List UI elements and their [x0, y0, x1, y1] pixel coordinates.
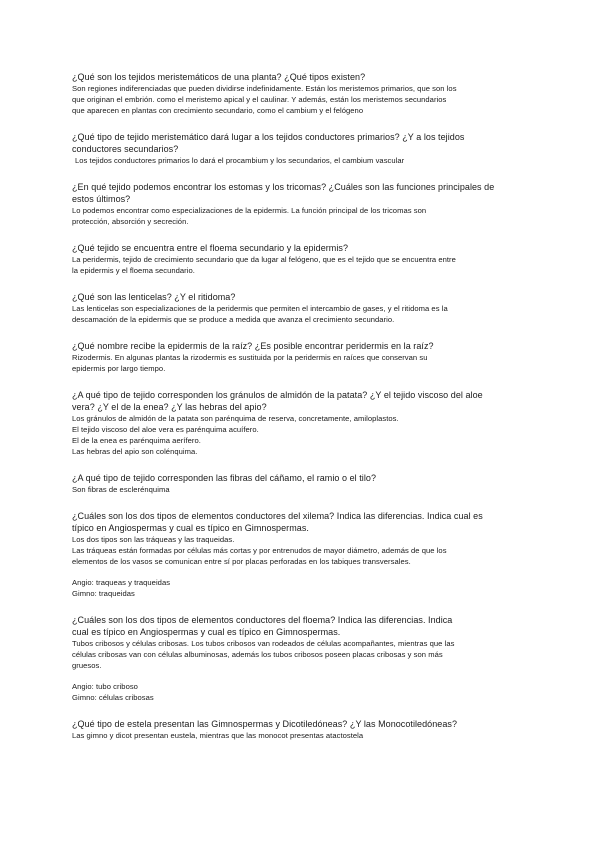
qa-block	[72, 614, 528, 703]
answer-line: células cribosas van con células albuminosas, además los tubos cribosos poseen placas cribosas y son más	[72, 650, 443, 659]
answer-note: Angio: tubo criboso	[72, 682, 138, 691]
answer-line: Los dos tipos son las tráqueas y las traqueidas.	[72, 535, 235, 544]
document-content	[72, 71, 528, 756]
answer-line: Los gránulos de almidón de la patata son parénquima de reserva, concretamente, amiloplastos.	[72, 414, 399, 423]
question: ¿Qué tejido se encuentra entre el floema secundario y la epidermis?	[72, 243, 348, 253]
answer: Los tejidos conductores primarios lo dará el procambium y los secundarios, el cambium vascular	[75, 156, 405, 165]
answer: Son fibras de esclerénquima	[72, 485, 170, 494]
answer-line: Tubos cribosos y células cribosas. Los tubos cribosos van rodeados de células acompañantes, mientras que las	[72, 639, 455, 648]
answer-line: Lo podemos encontrar como especializaciones de la epidermis. La función principal de los tricomas son	[72, 206, 427, 215]
question: ¿A qué tipo de tejido corresponden las fibras del cáñamo, el ramio o el tilo?	[72, 473, 377, 483]
answer-note: Gimno: células cribosas	[72, 693, 154, 702]
question-line: ¿Cuáles son los dos tipos de elementos conductores del xilema? Indica las diferencias. Indica cual es	[72, 511, 483, 521]
answer-line: Las lenticelas son especializaciones de la peridermis que permiten el intercambio de gases, y el ritidoma es la	[72, 304, 448, 313]
question-line: ¿A qué tipo de tejido corresponden los gránulos de almidón de la patata? ¿Y el tejido viscoso del aloe	[72, 390, 483, 400]
answer-line: la epidermis y el floema secundario.	[72, 266, 195, 275]
answer-line: descamación de la epidermis que se produce a medida que avanza el crecimiento secundario.	[72, 315, 395, 324]
question-line: ¿Qué tipo de tejido meristemático dará lugar a los tejidos conductores primarios? ¿Y a los tejidos	[72, 132, 465, 142]
question-line: típico en Angiospermas y cual es típico en Gimnospermas.	[72, 523, 309, 533]
qa-block	[72, 242, 528, 276]
answer-line: Las hebras del apio son colénquima.	[72, 447, 198, 456]
qa-block	[72, 71, 528, 116]
question: ¿Qué son las lenticelas? ¿Y el ritidoma?	[72, 292, 236, 302]
qa-block	[72, 131, 528, 166]
question-line: ¿Cuáles son los dos tipos de elementos conductores del floema? Indica las diferencias. Indica	[72, 615, 453, 625]
answer-line: La peridermis, tejido de crecimiento secundario que da lugar al felógeno, que es el tejido que se encuentra entre	[72, 255, 456, 264]
spacer	[72, 567, 528, 577]
question-line: estos últimos?	[72, 194, 131, 204]
answer-line: protección, absorción y secreción.	[72, 217, 189, 226]
answer-note: Angio: traqueas y traqueidas	[72, 578, 171, 587]
answer-line: Las tráqueas están formadas por células más cortas y por entrenudos de mayor diámetro, además de que los	[72, 546, 447, 555]
answer-line: elementos de los vasos se comunican entre sí por placas perforadas en los tabiques transversales.	[72, 557, 411, 566]
qa-block	[72, 389, 528, 457]
answer-line: Rizodermis. En algunas plantas la rizodermis es sustituida por la peridermis en raíces que conservan su	[72, 353, 428, 362]
answer: Las gimno y dicot presentan eustela, mientras que las monocot presentas atactostela	[72, 731, 364, 740]
answer-line: que originan el embrión. como el meristemo apical y el caulinar. Y además, están los meristemos secundarios	[72, 95, 447, 104]
qa-block	[72, 472, 528, 495]
answer-line: gruesos.	[72, 661, 102, 670]
answer-line: El de la enea es parénquima aerífero.	[72, 436, 201, 445]
qa-block	[72, 291, 528, 325]
qa-block	[72, 181, 528, 227]
question-line: ¿En qué tejido podemos encontrar los estomas y los tricomas? ¿Cuáles son las funciones principales de	[72, 182, 495, 192]
question-line: conductores secundarios?	[72, 144, 179, 154]
question: ¿Qué tipo de estela presentan las Gimnospermas y Dicotiledóneas? ¿Y las Monocotiledóneas?	[72, 719, 457, 729]
qa-block	[72, 718, 528, 741]
answer-line: Son regiones indiferenciadas que pueden dividirse indefinidamente. Están los meristemos primarios, que son los	[72, 84, 457, 93]
question: ¿Qué son los tejidos meristemáticos de una planta? ¿Qué tipos existen?	[72, 72, 366, 82]
spacer	[72, 671, 528, 681]
qa-block	[72, 340, 528, 374]
answer-line: El tejido viscoso del aloe vera es parénquima acuífero.	[72, 425, 259, 434]
question-line: cual es típico en Angiospermas y cual es típico en Gimnospermas.	[72, 627, 341, 637]
question-line: vera? ¿Y el de la enea? ¿Y las hebras del apio?	[72, 402, 267, 412]
qa-block	[72, 510, 528, 599]
answer-line: que aparecen en plantas con crecimiento secundario, como el cambium y el felógeno	[72, 106, 364, 115]
answer-note: Gimno: traqueidas	[72, 589, 135, 598]
question: ¿Qué nombre recibe la epidermis de la raíz? ¿Es posible encontrar peridermis en la raíz?	[72, 341, 434, 351]
answer-line: epidermis por largo tiempo.	[72, 364, 166, 373]
